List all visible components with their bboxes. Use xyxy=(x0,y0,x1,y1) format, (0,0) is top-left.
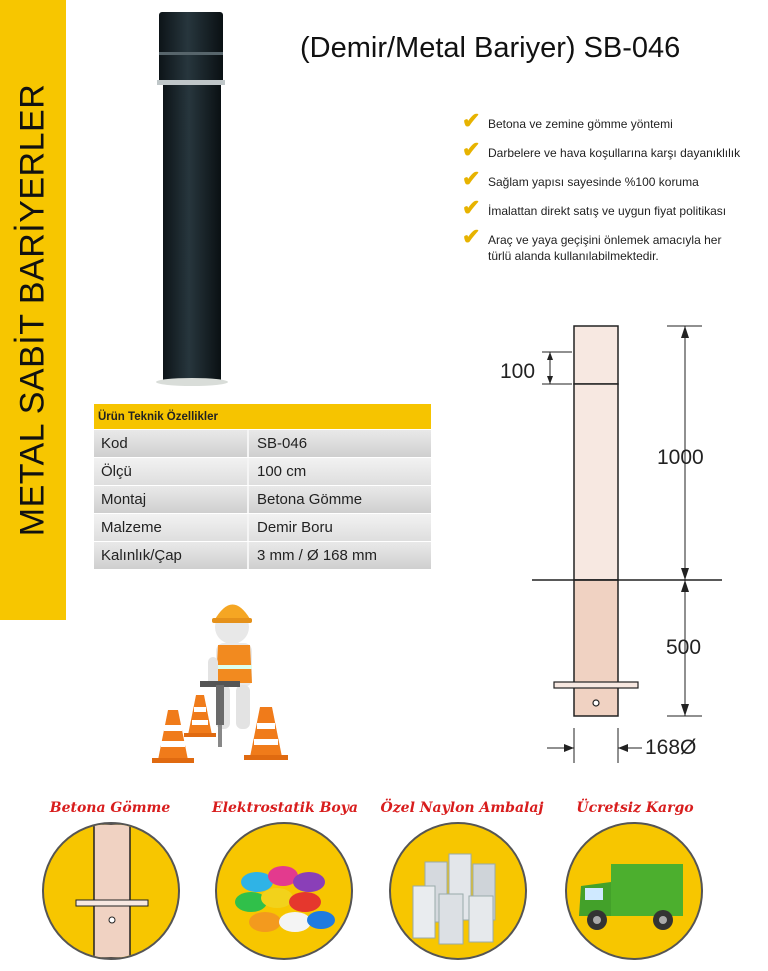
badge-circle xyxy=(565,822,703,960)
badge-circle xyxy=(42,822,180,960)
paint-powder-icon xyxy=(217,824,351,958)
feature-item: ✔ Betona ve zemine gömme yöntemi xyxy=(462,108,673,133)
spec-label: Montaj xyxy=(94,486,247,513)
checkmark-icon: ✔ xyxy=(462,224,481,249)
side-band xyxy=(0,0,66,620)
dimension-top-label: 100 xyxy=(500,360,536,383)
badge-label: Özel Naylon Ambalaj xyxy=(380,800,544,816)
table-row xyxy=(94,514,431,541)
badge-circle xyxy=(389,822,527,960)
feature-item: ✔ Darbelere ve hava koşullarına karşı dayanıklılık xyxy=(462,137,741,162)
dimension-above-label: 1000 xyxy=(657,446,704,469)
spec-value: Demir Boru xyxy=(247,514,431,541)
badge-label: Elektrostatik Boya xyxy=(212,800,358,816)
spec-value: Betona Gömme xyxy=(247,486,431,513)
spec-label: Kod xyxy=(94,430,247,457)
dimension-below-label: 500 xyxy=(666,636,702,659)
technical-drawing xyxy=(492,318,768,768)
spec-label: Malzeme xyxy=(94,514,247,541)
badge-label: Ücretsiz Kargo xyxy=(576,800,694,816)
feature-item: ✔ İmalattan direkt satış ve uygun fiyat politikası xyxy=(462,195,727,220)
delivery-truck-icon xyxy=(567,824,701,958)
table-row xyxy=(94,430,431,457)
table-row xyxy=(94,486,431,513)
feature-item: ✔ Sağlam yapısı sayesinde %100 koruma xyxy=(462,166,699,191)
feature-list xyxy=(462,108,768,277)
spec-label: Kalınlık/Çap xyxy=(94,542,247,569)
checkmark-icon: ✔ xyxy=(462,137,481,162)
badge-label: Betona Gömme xyxy=(49,800,171,816)
dimension-diameter-label: 168Ø xyxy=(645,736,697,759)
embedded-post-icon xyxy=(44,824,178,958)
checkmark-icon: ✔ xyxy=(462,108,481,133)
traffic-cone-icon xyxy=(184,695,216,737)
worker-illustration xyxy=(140,585,310,770)
plastic-roll-icon xyxy=(391,824,525,958)
spec-label: Ölçü xyxy=(94,458,247,485)
badge-circle xyxy=(215,822,353,960)
bollard-photo xyxy=(150,8,240,390)
traffic-cone-icon xyxy=(244,707,288,760)
side-title: METAL SABİT BARİYERLER xyxy=(13,83,52,537)
checkmark-icon: ✔ xyxy=(462,166,481,191)
spec-value: 3 mm / Ø 168 mm xyxy=(247,542,431,569)
table-row xyxy=(94,458,431,485)
checkmark-icon: ✔ xyxy=(462,195,481,220)
spec-value: 100 cm xyxy=(247,458,431,485)
spec-table-header: Ürün Teknik Özellikler xyxy=(94,404,431,429)
spec-table xyxy=(94,403,431,570)
table-row xyxy=(94,542,431,569)
spec-value: SB-046 xyxy=(247,430,431,457)
feature-item: ✔ Araç ve yaya geçişini önlemek amacıyla her türlü alanda kullanılabilmektedir. xyxy=(462,224,722,263)
page-title: (Demir/Metal Bariyer) SB-046 xyxy=(300,32,681,64)
